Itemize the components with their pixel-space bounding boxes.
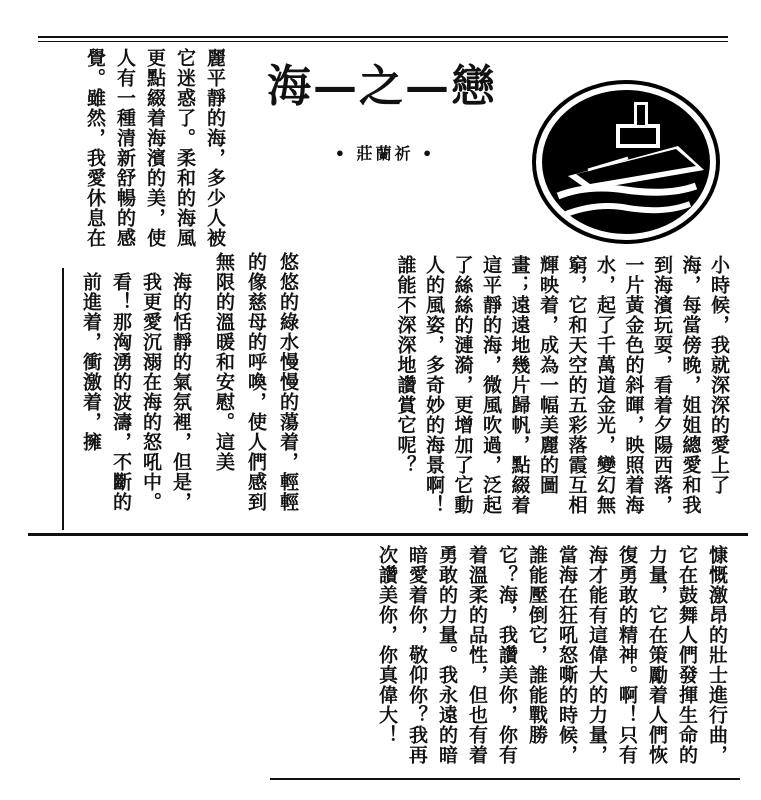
page-title: 海—之—戀 — [267, 61, 497, 112]
bottom-rule — [270, 778, 740, 780]
middle-rule — [28, 533, 748, 536]
paragraph-raging-sea: 海的恬靜的氣氛裡，但是，我更愛沉溺在海的怒吼中。看！那洶湧的波濤，不斷的前進着，衝激着，擁 — [80, 272, 192, 512]
paragraph-calm-sea: 麗平靜的海，多少人被它迷惑了。柔和的海風更點綴着海濱的美，使人有一種清新舒暢的感覺。雖然，我愛休息在 — [84, 48, 226, 248]
ship-icon — [528, 78, 728, 248]
author-byline: • 莊蘭祈 • — [334, 143, 436, 163]
top-rule — [38, 36, 728, 38]
paragraph-green-water: 悠悠的綠水慢慢的蕩着，輕輕的像慈母的呼喚，使人們感到無限的溫暖和安慰。這美 — [213, 252, 299, 512]
paragraph-closing: 慷慨激昂的壯士進行曲，它在鼓舞人們發揮生命的力量，它在策勵着人們恢復勇敢的精神。啊！只有海才能有這偉大的力量，當海在狂吼怒嘶的時候，誰能壓倒它，誰能戰勝它？海，我讚美你，你有着溫柔的品性，但也有着勇敢的力量。我永遠的暗暗愛着你，敬仰你？我再次讚美你，你真偉大！ — [376, 545, 728, 765]
top-rule-thin — [38, 41, 728, 42]
paragraph-opening: 小時候，我就深深的愛上了海，每當傍晚，姐姐總愛和我到海濱玩耍，看着夕陽西落，一片黃金色的斜暉，映照着海水，起了千萬道金光，變幻無窮，它和天空的五彩落霞互相輝映着，成為一幅美麗的圖畫；遠遠地幾片歸帆，點綴着這平靜的海，微風吹過，泛起了絲絲的漣漪，更增加了它動人的風姿，多奇妙的海景啊！誰能不深深地讚賞它呢？ — [394, 255, 730, 515]
